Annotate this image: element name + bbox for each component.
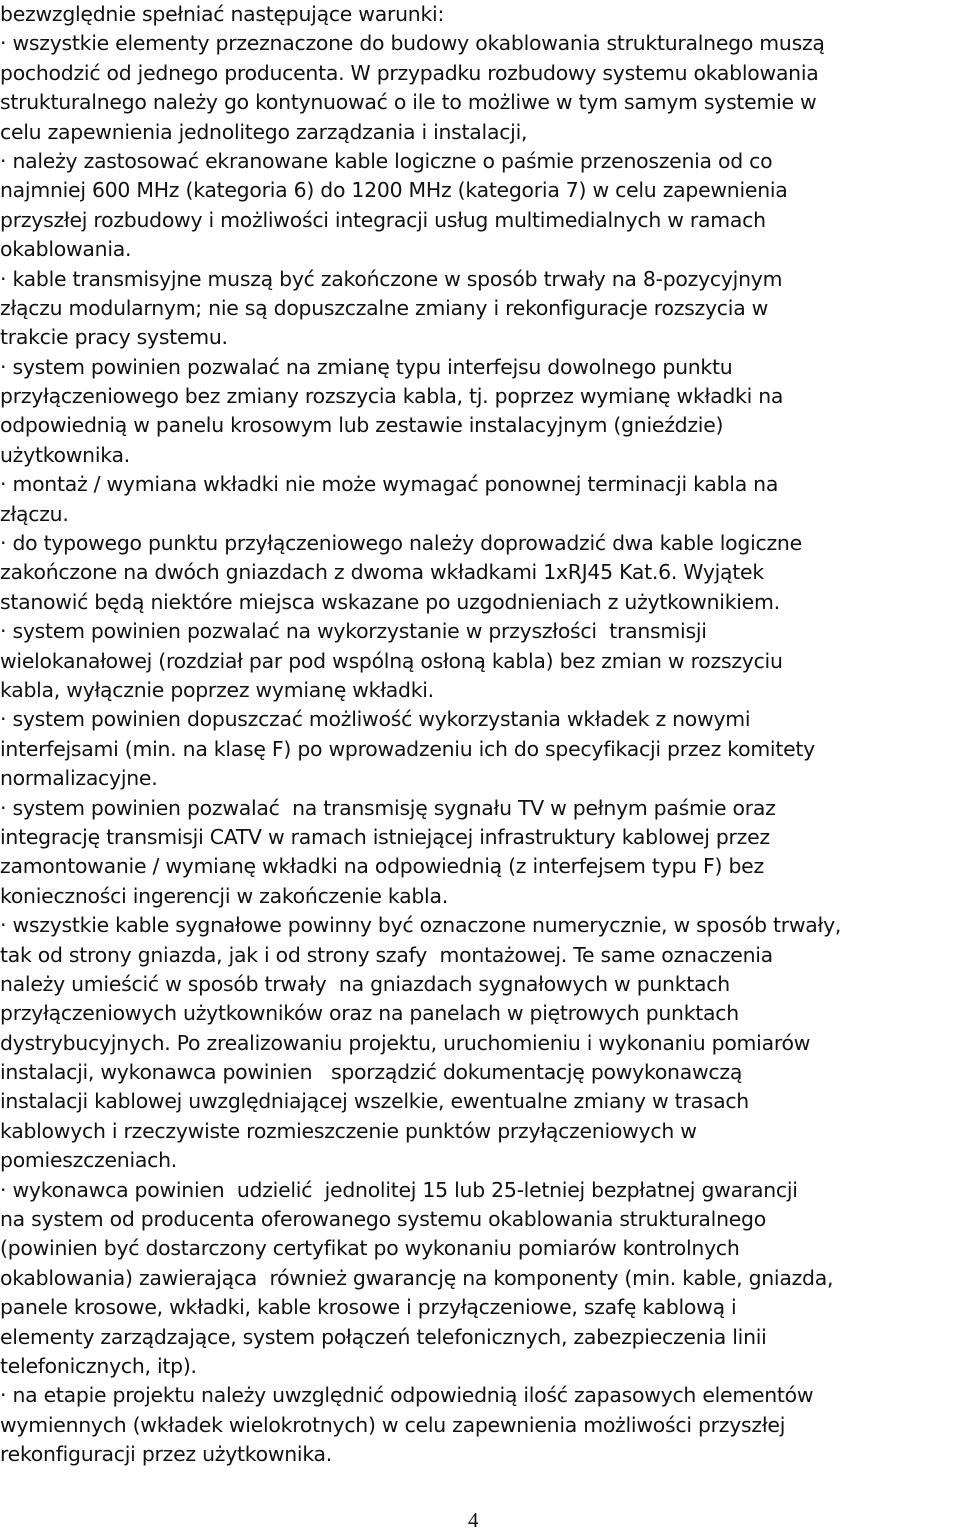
text-line: · na etapie projektu należy uwzględnić odpowiednią ilość zapasowych elementów: [0, 1383, 814, 1408]
text-line: · system powinien pozwalać na transmisję sygnału TV w pełnym paśmie oraz: [0, 795, 776, 820]
text-line: interfejsami (min. na klasę F) po wprowadzeniu ich do specyfikacji przez komitety: [0, 736, 815, 761]
text-line: tak od strony gniazda, jak i od strony szafy montażowej. Te same oznaczenia: [0, 942, 773, 967]
text-line: telefonicznych, itp).: [0, 1353, 197, 1378]
text-line: trakcie pracy systemu.: [0, 325, 228, 350]
text-line: pochodzić od jednego producenta. W przypadku rozbudowy systemu okablowania: [0, 60, 819, 85]
text-line: · do typowego punktu przyłączeniowego należy doprowadzić dwa kable logiczne: [0, 531, 802, 556]
text-line: bezwzględnie spełniać następujące warunki:: [0, 2, 445, 26]
text-line: wymiennych (wkładek wielokrotnych) w celu zapewnienia możliwości przyszłej: [0, 1412, 786, 1437]
text-line: celu zapewnienia jednolitego zarządzania i instalacji,: [0, 119, 528, 144]
text-line: · wszystkie kable sygnałowe powinny być oznaczone numerycznie, w sposób trwały,: [0, 913, 842, 938]
text-line: okablowania) zawierająca również gwarancję na komponenty (min. kable, gniazda,: [0, 1265, 834, 1290]
text-line: złączu modularnym; nie są dopuszczalne zmiany i rekonfiguracje rozszycia w: [0, 295, 769, 320]
text-line: zakończone na dwóch gniazdach z dwoma wkładkami 1xRJ45 Kat.6. Wyjątek: [0, 560, 764, 585]
text-line: strukturalnego należy go kontynuować o ile to możliwe w tym samym systemie w: [0, 90, 817, 115]
text-line: na system od producenta oferowanego systemu okablowania strukturalnego: [0, 1207, 766, 1232]
text-line: (powinien być dostarczony certyfikat po wykonaniu pomiarów kontrolnych: [0, 1236, 740, 1261]
text-line: · montaż / wymiana wkładki nie może wymagać ponownej terminacji kabla na: [0, 472, 779, 497]
text-line: instalacji kablowej uwzględniającej wszelkie, ewentualne zmiany w trasach: [0, 1089, 749, 1114]
text-line: normalizacyjne.: [0, 766, 158, 791]
text-line: przyszłej rozbudowy i możliwości integracji usług multimedialnych w ramach: [0, 207, 766, 232]
text-line: najmniej 600 MHz (kategoria 6) do 1200 MHz (kategoria 7) w celu zapewnienia: [0, 178, 788, 203]
text-line: · należy zastosować ekranowane kable logiczne o paśmie przenoszenia od co: [0, 148, 773, 173]
text-line: stanowić będą niektóre miejsca wskazane po uzgodnieniach z użytkownikiem.: [0, 589, 780, 614]
text-line: kabla, wyłącznie poprzez wymianę wkładki.: [0, 677, 434, 702]
text-line: · kable transmisyjne muszą być zakończone w sposób trwały na 8-pozycyjnym: [0, 266, 783, 291]
text-line: okablowania.: [0, 237, 132, 262]
text-line: · wykonawca powinien udzielić jednolitej 15 lub 25-letniej bezpłatnej gwarancji: [0, 1177, 798, 1202]
text-line: przyłączeniowego bez zmiany rozszycia kabla, tj. poprzez wymianę wkładki na: [0, 384, 784, 409]
text-line: dystrybucyjnych. Po zrealizowaniu projektu, uruchomieniu i wykonaniu pomiarów: [0, 1030, 811, 1055]
text-line: przyłączeniowych użytkowników oraz na panelach w piętrowych punktach: [0, 1001, 739, 1026]
text-line: konieczności ingerencji w zakończenie kabla.: [0, 883, 448, 908]
text-line: elementy zarządzające, system połączeń telefonicznych, zabezpieczenia linii: [0, 1324, 767, 1349]
text-line: odpowiednią w panelu krosowym lub zestawie instalacyjnym (gnieździe): [0, 413, 724, 438]
text-line: złączu.: [0, 501, 69, 526]
text-line: · wszystkie elementy przeznaczone do budowy okablowania strukturalnego muszą: [0, 31, 825, 56]
text-line: · system powinien dopuszczać możliwość wykorzystania wkładek z nowymi: [0, 707, 751, 732]
text-line: zamontowanie / wymianę wkładki na odpowiednią (z interfejsem typu F) bez: [0, 854, 764, 879]
text-line: pomieszczeniach.: [0, 1148, 177, 1173]
text-line: · system powinien pozwalać na zmianę typu interfejsu dowolnego punktu: [0, 354, 733, 379]
text-line: · system powinien pozwalać na wykorzystanie w przyszłości transmisji: [0, 619, 707, 644]
text-line: użytkownika.: [0, 442, 130, 467]
text-line: należy umieścić w sposób trwały na gniazdach sygnałowych w punktach: [0, 971, 730, 996]
page-number: 4: [468, 1508, 479, 1532]
text-line: panele krosowe, wkładki, kable krosowe i przyłączeniowe, szafę kablową i: [0, 1295, 737, 1320]
text-line: rekonfiguracji przez użytkownika.: [0, 1442, 333, 1467]
text-line: kablowych i rzeczywiste rozmieszczenie punktów przyłączeniowych w: [0, 1118, 697, 1143]
text-line: instalacji, wykonawca powinien sporządzić dokumentację powykonawczą: [0, 1060, 743, 1085]
text-line: integrację transmisji CATV w ramach istniejącej infrastruktury kablowej przez: [0, 824, 770, 849]
text-line: wielokanałowej (rozdział par pod wspólną osłoną kabla) bez zmian w rozszyciu: [0, 648, 783, 673]
